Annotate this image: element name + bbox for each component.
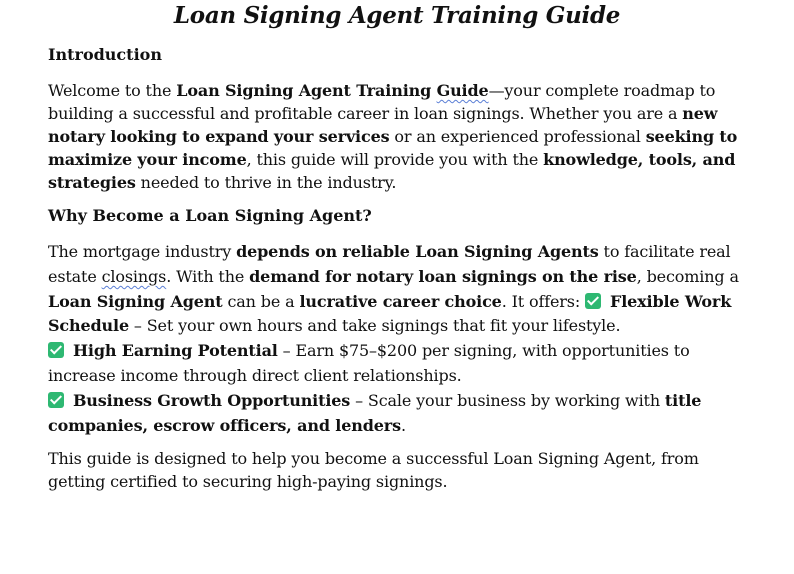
benefit-3-title: Business Growth Opportunities <box>72 390 351 410</box>
check-mark-button-icon <box>48 342 64 358</box>
why-text-1: The mortgage industry <box>48 242 237 261</box>
benefit-2-text: – Earn $75–$200 per signing, with opportunities to increase income through direct client relationships. <box>48 341 690 385</box>
intro-text-2: —your complete roadmap to building a successful and profitable career in loan signings. Whether you are a <box>48 81 716 123</box>
why-heading: Why Become a Loan Signing Agent? <box>48 206 372 225</box>
benefit-3-bold-partners: title companies, escrow officers, and lenders <box>48 390 702 435</box>
why-paragraph <box>48 240 748 438</box>
benefit-3-text: – Scale your business by working with <box>350 390 665 410</box>
benefit-3-end: . <box>400 415 406 435</box>
why-bold-3: Loan Signing Agent <box>48 291 223 311</box>
intro-heading: Introduction <box>48 45 162 64</box>
document-title: Loan Signing Agent Training Guide <box>173 2 621 29</box>
closing-paragraph: This guide is designed to help you become a successful Loan Signing Agent, from getting certified to securing high-paying signings. <box>48 449 699 491</box>
intro-text-5: needed to thrive in the industry. <box>135 173 397 192</box>
why-text-2: to facilitate real estate <box>48 242 731 286</box>
why-text-5: can be a <box>222 291 300 311</box>
intro-paragraph <box>48 79 748 194</box>
benefit-2-title: High Earning Potential <box>72 341 278 361</box>
intro-text-4: , this guide will provide you with the <box>246 150 544 169</box>
check-mark-button-icon <box>48 392 64 408</box>
intro-bold-4: knowledge, tools, and strategies <box>48 150 736 192</box>
why-bold-4: lucrative career choice <box>299 291 502 311</box>
intro-bold-guide: Guide <box>436 81 489 100</box>
intro-bold-1: Loan Signing Agent Training <box>176 81 437 100</box>
intro-bold-2: new notary looking to expand your services <box>48 104 718 146</box>
intro-text-1: Welcome to the <box>48 81 177 100</box>
why-text-closings: closings <box>101 266 167 286</box>
why-text-6: . It offers: <box>501 291 586 311</box>
why-bold-1: depends on reliable Loan Signing Agents <box>236 242 599 261</box>
benefit-1-title: Flexible Work Schedule <box>48 291 732 336</box>
intro-bold-3: seeking to maximize your income <box>48 127 738 169</box>
benefit-1-text: – Set your own hours and take signings that fit your lifestyle. <box>129 316 621 336</box>
why-text-4: , becoming a <box>636 266 739 286</box>
check-mark-button-icon <box>585 293 601 309</box>
intro-text-3: or an experienced professional <box>389 127 646 146</box>
why-text-3: . With the <box>166 266 250 286</box>
why-bold-2: demand for notary loan signings on the rise <box>249 266 637 286</box>
